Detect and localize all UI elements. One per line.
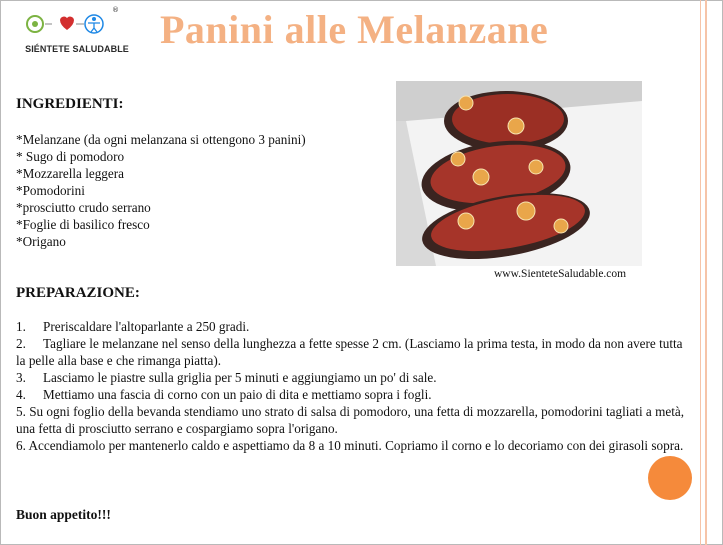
step-item [16,369,684,386]
step-text: Mettiamo una fascia di corno con un paio di dita e mettiamo sopra i fogli. [43,387,432,402]
step-number: 3. [16,370,26,385]
brand-name: SIÉNTETE SALUDABLE [25,44,129,54]
step-text: 6. Accendiamolo per mantenerlo caldo e aspettiamo da 8 a 10 minuti. Copriamo il corno e lo decoriamo con dei girasoli sopra. [16,438,684,453]
ingredient-item: *Pomodorini [16,183,85,198]
photo-caption: www.SienteteSaludable.com [494,268,627,280]
preparation-heading: PREPARAZIONE: [16,285,140,301]
ingredient-item: *Origano [16,234,66,249]
step-item [16,403,684,437]
ingredient-item: *Mozzarella leggera [16,166,124,181]
step-text: Tagliare le melanzane nel senso della lunghezza a fette spesse 2 cm. (Lasciamo la prima testa, in modo da non avere tutta la pelle alla base e che rimanga piatta). [16,336,683,368]
step-item [16,386,684,403]
ingredient-item: *Melanzane (da ogni melanzana si ottengono 3 panini) [16,132,306,147]
step-text: 5. Su ogni foglio della bevanda stendiamo uno strato di salsa di pomodoro, una fetta di mozzarella, pomodorini tagliati a metà, una fetta di prosciutto serrano e cospargiamo sopra l'origano. [16,404,685,436]
step-number: 1. [16,319,26,334]
ingredient-item: *Foglie di basilico fresco [16,217,150,232]
preparation-steps [16,318,684,454]
page-title: Panini alle Melanzane [160,7,549,52]
decorative-circle [648,456,692,500]
step-item [16,437,684,454]
step-text: Preriscaldare l'altoparlante a 250 gradi. [43,319,250,334]
step-text: Lasciamo le piastre sulla griglia per 5 minuti e aggiungiamo un po' di sale. [43,370,437,385]
step-item [16,335,684,369]
brand-logo [22,8,132,60]
ingredient-item: *prosciutto crudo serrano [16,200,151,215]
closing-text: Buon appetito!!! [16,507,111,522]
ingredients-list [16,131,306,250]
decorative-stripe-thin [700,0,701,545]
step-number: 2. [16,336,26,351]
step-item [16,318,684,335]
recipe-photo [396,81,642,266]
ingredient-item: * Sugo di pomodoro [16,149,125,164]
decorative-stripe [705,0,707,545]
registered-mark: ® [112,6,119,14]
step-number: 4. [16,387,26,402]
ingredients-heading: INGREDIENTI: [16,96,124,112]
